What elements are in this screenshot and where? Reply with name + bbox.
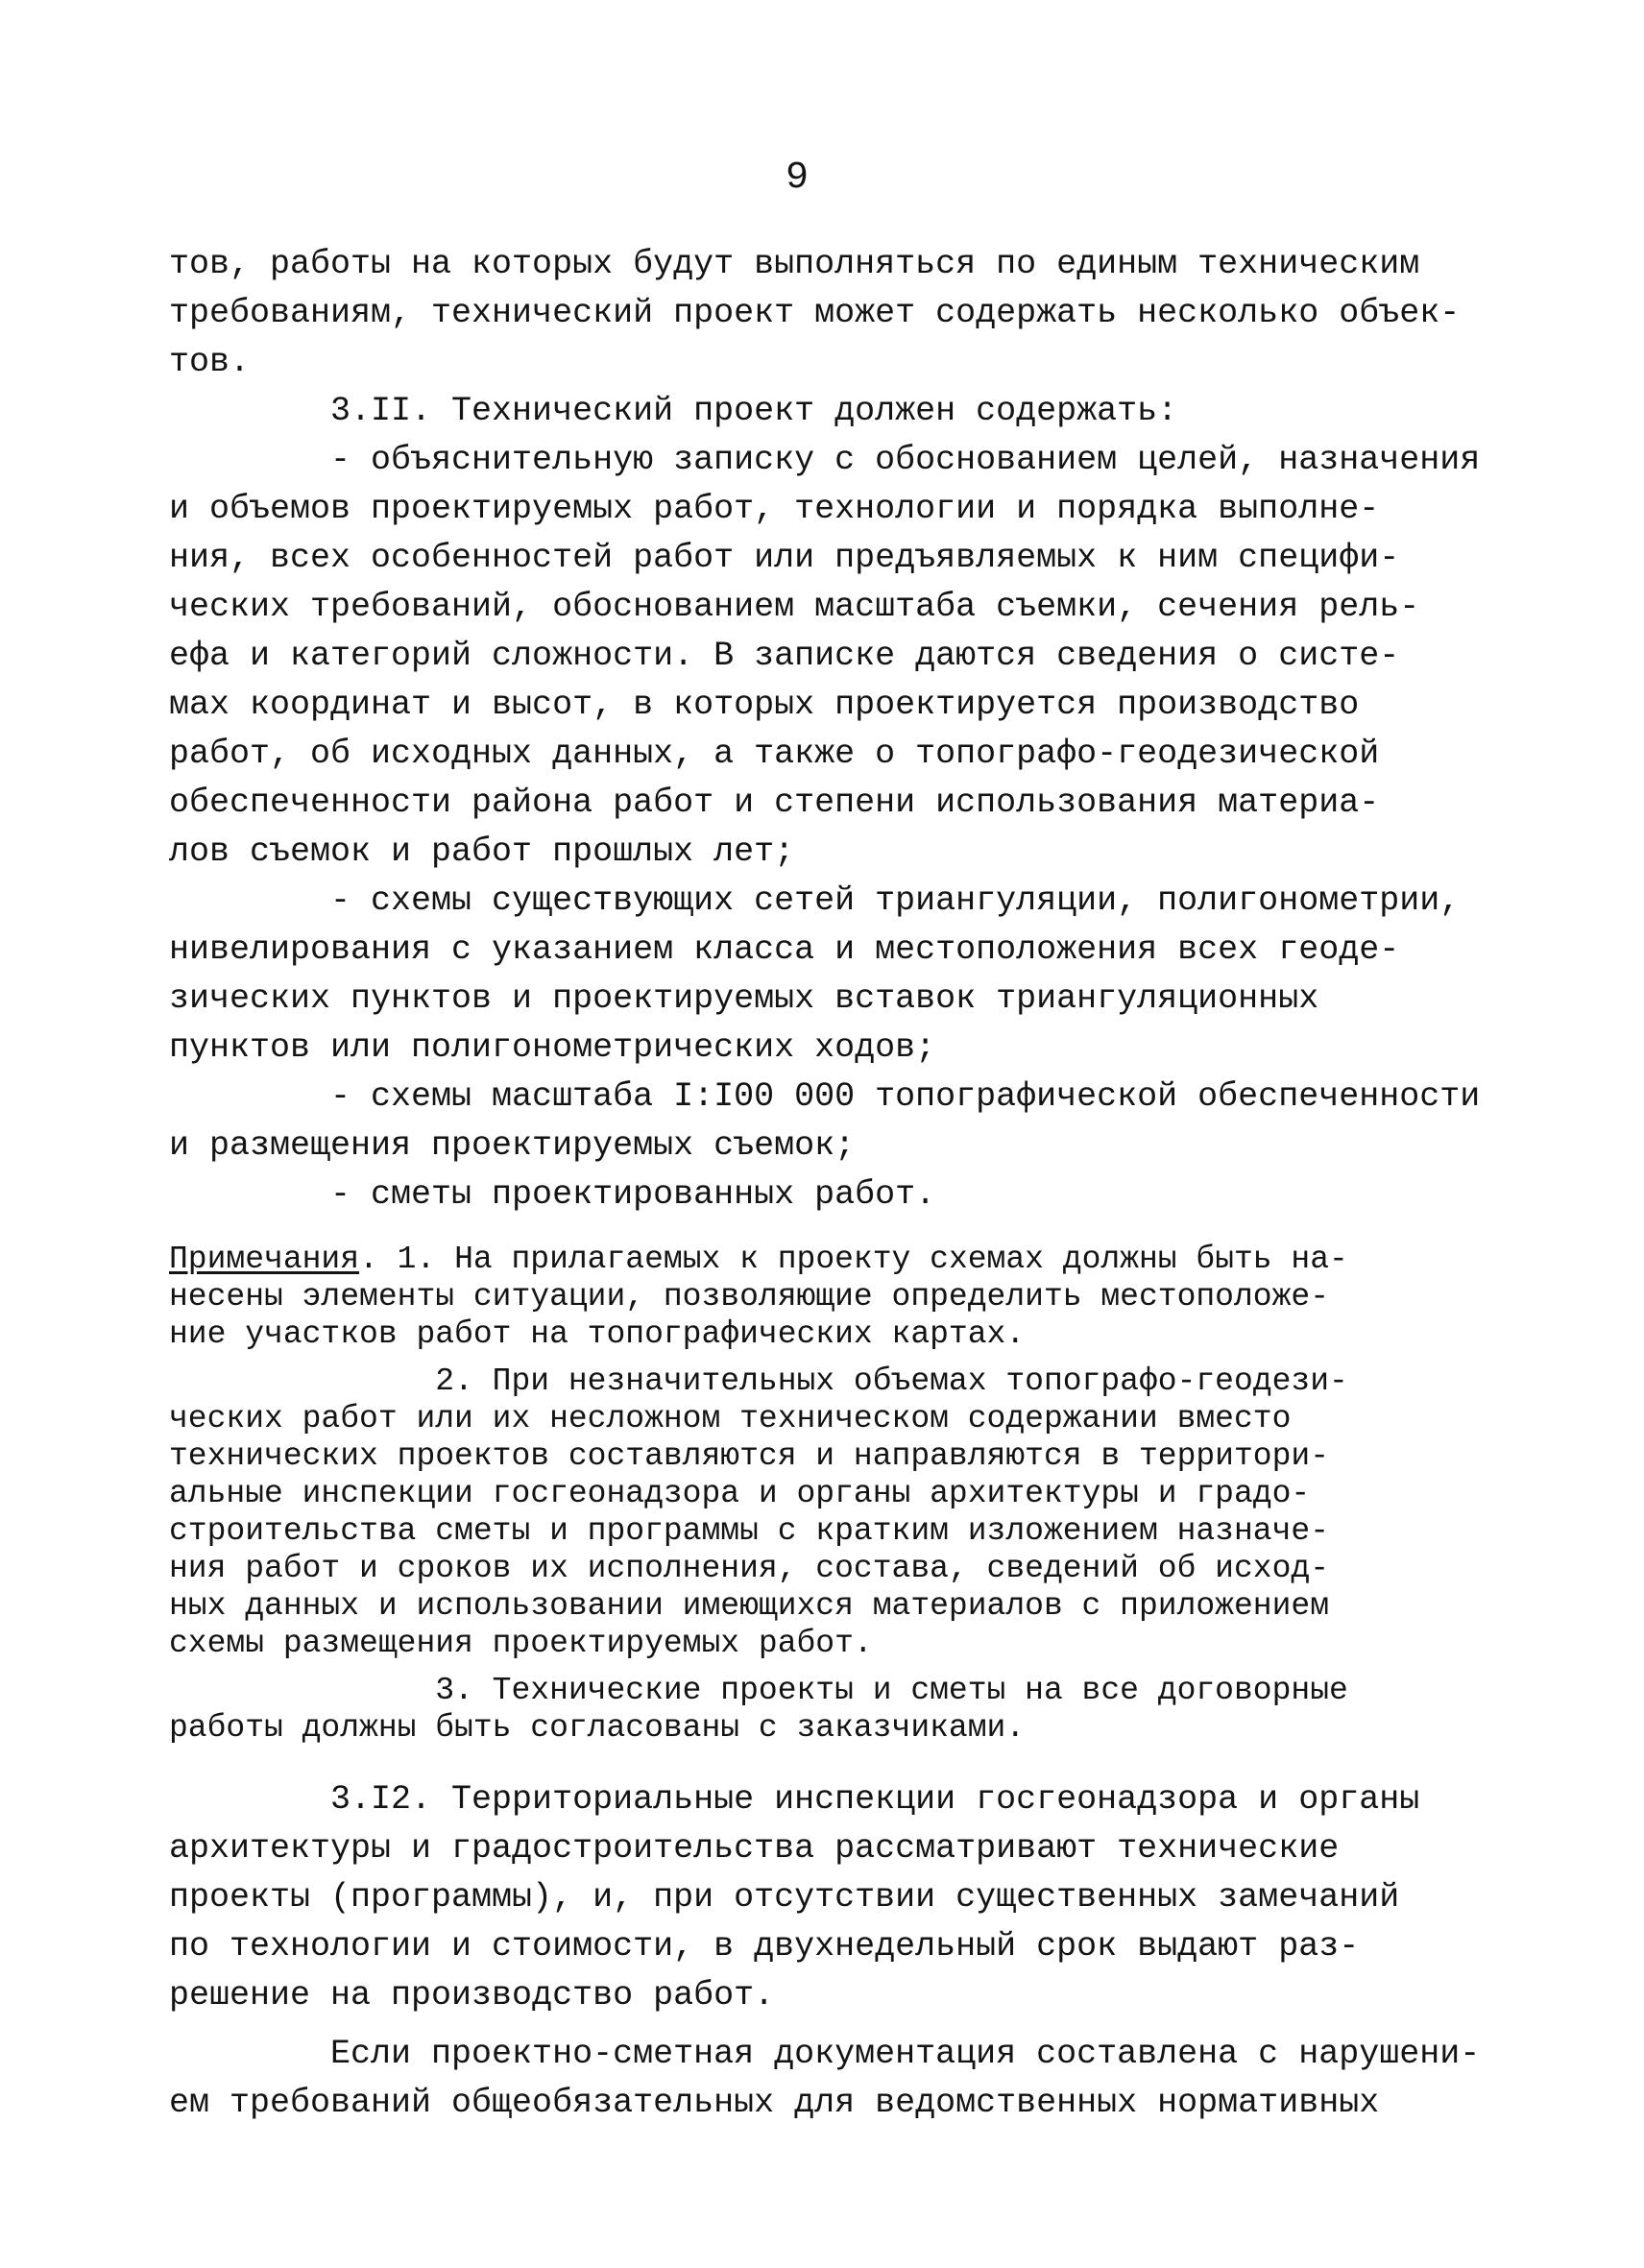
text-line: нивелирования с указанием класса и местоположения всех геоде-	[169, 930, 1400, 969]
text-line: Если проектно-сметная документация составлена с нарушени-	[169, 2035, 1481, 2073]
notes-block	[169, 1241, 1465, 1747]
document-body	[169, 240, 1481, 2128]
text-line: лов съемок и работ прошлых лет;	[169, 832, 795, 871]
notes-label: Примечания	[169, 1242, 360, 1277]
list-item	[169, 1073, 1481, 1170]
text-line: ния, всех особенностей работ или предъявляемых к ним специфи-	[169, 539, 1400, 577]
list-item	[169, 877, 1465, 1073]
text-line: проекты (программы), и, при отсутствии существенных замечаний	[169, 1878, 1400, 1917]
text-line: ческих требований, обоснованием масштаба съемки, сечения рель-	[169, 588, 1420, 626]
note-line: технических проектов составляются и направляются в территори-	[169, 1438, 1329, 1474]
text-line: 3.I2. Территориальные инспекции госгеонадзора и органы	[169, 1780, 1420, 1819]
list-item	[169, 1170, 1465, 1219]
note-line: 3. Технические проекты и сметы на все договорные	[169, 1673, 1348, 1708]
note-line: ние участков работ на топографических картах.	[169, 1316, 1026, 1352]
text-line: тов, работы на которых будут выполняться по единым техническим	[169, 245, 1420, 283]
section-3-11	[169, 387, 1481, 1219]
note-text: . 1. На прилагаемых к проекту схемах должны быть на-	[359, 1242, 1348, 1277]
text-line: тов.	[169, 343, 251, 381]
text-line: требованиям, технический проект может содержать несколько объек-	[169, 294, 1461, 332]
text-line: и размещения проектируемых съемок;	[169, 1126, 856, 1165]
text-line: - схемы существующих сетей триангуляции, полигонометрии,	[169, 881, 1461, 920]
note-line: ческих работ или их несложном техническом содержании вместо	[169, 1401, 1292, 1436]
note-line: ных данных и использовании имеющихся материалов с приложением	[169, 1588, 1329, 1624]
note-line: ния работ и сроков их исполнения, состава, сведений об исход-	[169, 1551, 1329, 1586]
text-line: работ, об исходных данных, а также о топографо-геодезической	[169, 735, 1380, 773]
note-first-line	[169, 1241, 1465, 1278]
intro-paragraph	[169, 240, 1465, 387]
note-line: схемы размещения проектируемых работ.	[169, 1626, 873, 1661]
note-line: несены элементы ситуации, позволяющие определить местоположе-	[169, 1279, 1329, 1315]
text-line: пунктов или полигонометрических ходов;	[169, 1028, 936, 1067]
text-line: ефа и категорий сложности. В записке даются сведения о систе-	[169, 637, 1400, 675]
section-3-12	[169, 1775, 1465, 2020]
text-line: - объяснительную записку с обоснованием целей, назначения	[169, 441, 1481, 479]
note-line: альные инспекции госгеонадзора и органы архитектуры и градо-	[169, 1476, 1311, 1511]
final-paragraph	[169, 2030, 1481, 2128]
text-line: по технологии и стоимости, в двухнедельный срок выдают раз-	[169, 1927, 1360, 1966]
note-line: строительства сметы и программы с кратким изложением назначе-	[169, 1513, 1329, 1549]
section-heading: 3.II. Технический проект должен содержать:	[169, 392, 1178, 430]
text-line: - сметы проектированных работ.	[169, 1175, 936, 1214]
text-line: и объемов проектируемых работ, технологии и порядка выполне-	[169, 490, 1380, 528]
text-line: обеспеченности района работ и степени использования материа-	[169, 784, 1380, 822]
page-number: 9	[785, 157, 809, 200]
list-item	[169, 436, 1481, 877]
text-line: - схемы масштаба I:I00 000 топографической обеспеченности	[169, 1077, 1481, 1116]
text-line: мах координат и высот, в которых проектируется производство	[169, 686, 1360, 724]
text-line: решение на производство работ.	[169, 1976, 775, 2015]
text-line: зических пунктов и проектируемых вставок триангуляционных	[169, 979, 1319, 1018]
text-line: ем требований общеобязательных для ведомственных нормативных	[169, 2084, 1380, 2122]
note-line: работы должны быть согласованы с заказчиками.	[169, 1710, 1026, 1746]
text-line: архитектуры и градостроительства рассматривают технические	[169, 1829, 1340, 1868]
note-line: 2. При незначительных объемах топографо-геодези-	[169, 1363, 1348, 1399]
